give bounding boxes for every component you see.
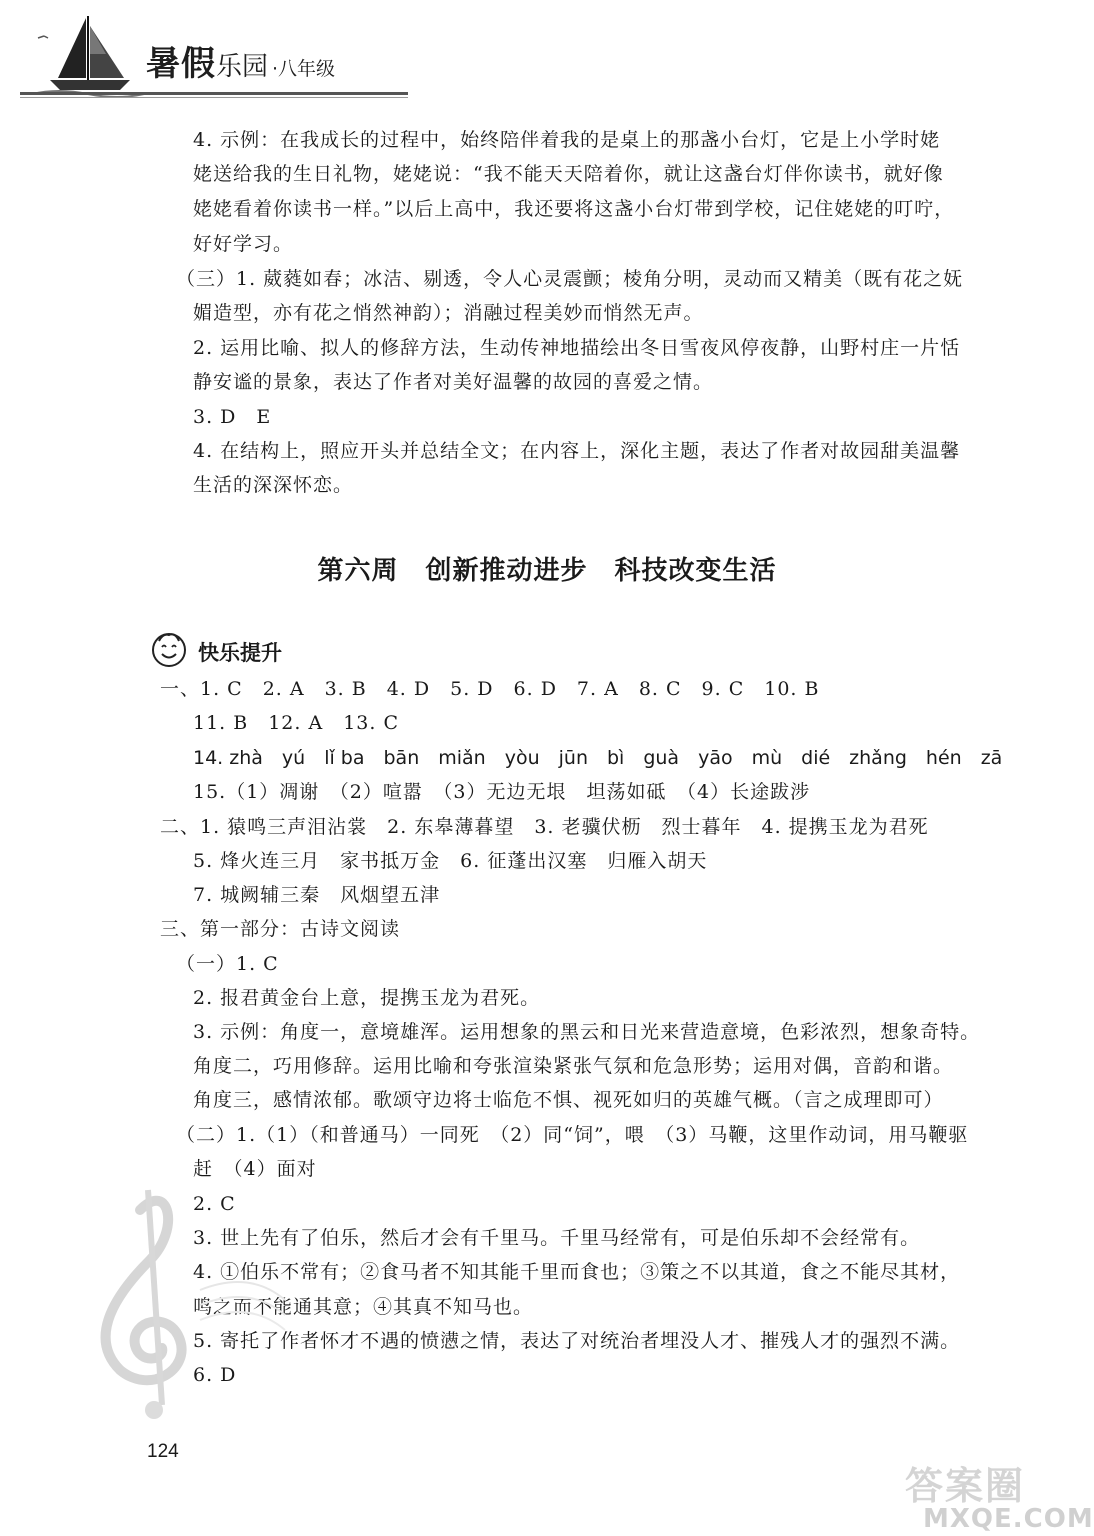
- answer-line: 生活的深深怀恋。: [193, 474, 354, 496]
- header-rule: [20, 92, 408, 95]
- page-header: [0, 0, 1094, 110]
- treble-clef-decoration: [50, 1170, 290, 1430]
- title-sub: 乐园: [216, 52, 269, 82]
- answer-line: 2. C: [193, 1193, 236, 1215]
- answer-line: 一、1. C 2. A 3. B 4. D 5. D 6. D 7. A 8. C 9. C 10. B: [160, 678, 820, 700]
- book-title: [146, 36, 335, 85]
- answer-line: 3. D E: [193, 406, 272, 428]
- answer-line: 角度二，巧用修辞。运用比喻和夸张渲染紧张气氛和危急形势；运用对偶，音韵和谐。: [193, 1055, 954, 1077]
- watermark-logo: [905, 1455, 1094, 1534]
- watermark-url: MXQE.COM: [923, 1504, 1094, 1534]
- answer-line: 11. B 12. A 13. C: [193, 712, 399, 734]
- title-main: 暑假: [146, 44, 216, 84]
- answer-line: 媚造型，亦有花之悄然神韵）；消融过程美妙而悄然无声。: [193, 302, 704, 324]
- answer-line: （一）1. C: [176, 953, 279, 975]
- answer-line: 姥姥看着你读书一样。”以后上高中，我还要将这盏小台灯带到学校，记住姥姥的叮咛，: [193, 198, 955, 220]
- answer-line: 7. 城阙辅三秦 风烟望五津: [193, 884, 441, 906]
- watermark-text: 答案圈: [905, 1464, 1026, 1508]
- smiley-face-icon: [149, 629, 189, 669]
- answer-line: 2. 运用比喻、拟人的修辞方法，生动传神地描绘出冬日雪夜风停夜静，山野村庄一片恬: [193, 337, 961, 359]
- answer-line: 3. 世上先有了伯乐，然后才会有千里马。千里马经常有，可是伯乐却不会经常有。: [193, 1227, 921, 1249]
- answer-line: （二）1.（1）（和普通马）一同死 （2）同“饲”，喂 （3）马鞭，这里作动词，用马鞭驱: [176, 1124, 969, 1146]
- answer-line: 二、1. 猿鸣三声泪沾裳 2. 东皋薄暮望 3. 老骥伏枥 烈士暮年 4. 提携玉龙为君死: [160, 816, 929, 838]
- answer-line: 三、第一部分：古诗文阅读: [160, 918, 401, 940]
- grade-label: ·八年级: [272, 58, 336, 80]
- answer-line: 6. D: [193, 1364, 237, 1386]
- answer-line: 5. 烽火连三月 家书抵万金 6. 征蓬出汉塞 归雁入胡天: [193, 850, 708, 872]
- header-rule-thin: [20, 97, 408, 98]
- answer-line: （三）1. 葳蕤如春；冰洁、剔透，令人心灵震颤；棱角分明，灵动而又精美（既有花之妩: [176, 268, 964, 290]
- answer-line: 2. 报君黄金台上意，提携玉龙为君死。: [193, 987, 541, 1009]
- answer-line: 静安谧的景象，表达了作者对美好温馨的故园的喜爱之情。: [193, 371, 714, 393]
- answer-line: 姥送给我的生日礼物，姥姥说：“我不能天天陪着你，就让这盏台灯伴你读书，就好像: [193, 163, 944, 185]
- page-number: 124: [147, 1441, 179, 1462]
- answer-line: 3. 示例：角度一，意境雄浑。运用想象的黑云和日光来营造意境，色彩浓烈，想象奇特。: [193, 1021, 981, 1043]
- answer-line: 15.（1）凋谢 （2）喧嚣 （3）无边无垠 坦荡如砥 （4）长途跋涉: [193, 781, 811, 803]
- section-title: 第六周 创新推动进步 科技改变生活: [317, 556, 777, 586]
- answer-line: 鸣之而不能通其意；④其真不知马也。: [193, 1296, 534, 1318]
- answer-line: 好好学习。: [193, 233, 294, 255]
- pinyin-line: 14. zhà yú lǐ ba bān miǎn yòu jūn bì guà yāo mù dié zhǎng hén zā: [193, 747, 1003, 769]
- answer-line: 5. 寄托了作者怀才不遇的愤懑之情，表达了对统治者埋没人才、摧残人才的强烈不满。: [193, 1330, 961, 1352]
- answer-line: 赶 （4）面对: [193, 1158, 317, 1180]
- answer-line: 4. 在结构上，照应开头并总结全文；在内容上，深化主题，表达了作者对故园甜美温馨: [193, 440, 961, 462]
- sailboat-icon: [28, 14, 148, 100]
- subsection-heading: 快乐提升: [198, 641, 282, 665]
- answer-line: 4. 示例：在我成长的过程中，始终陪伴着我的是桌上的那盏小台灯，它是上小学时姥: [193, 129, 941, 151]
- answer-line: 4. ①伯乐不常有；②食马者不知其能千里而食也；③策之不以其道，食之不能尽其材，: [193, 1261, 961, 1283]
- answer-line: 角度三，感情浓郁。歌颂守边将士临危不惧、视死如归的英雄气概。（言之成理即可）: [193, 1089, 944, 1111]
